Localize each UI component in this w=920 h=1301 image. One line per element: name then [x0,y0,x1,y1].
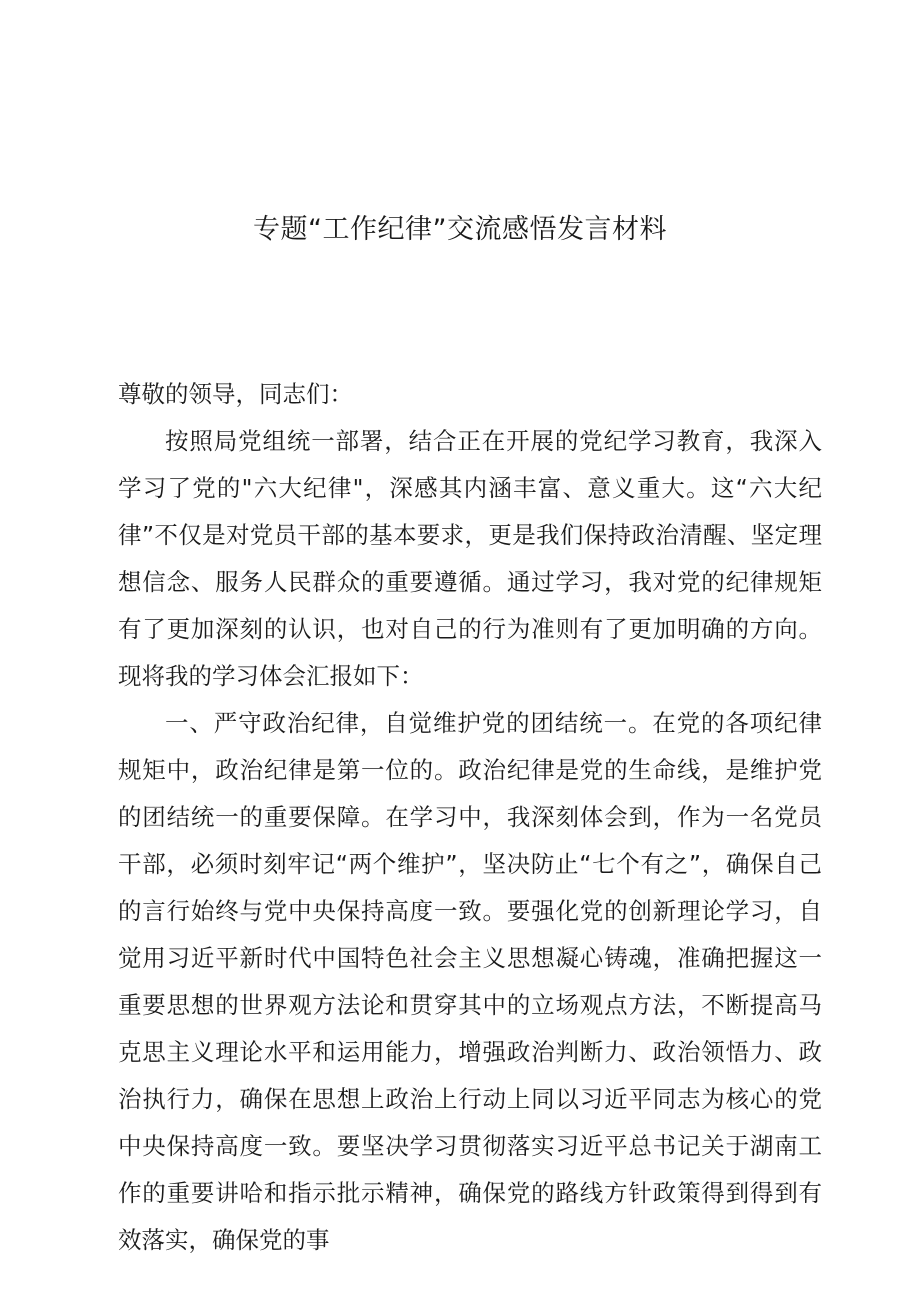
paragraph-intro: 按照局党组统一部署，结合正在开展的党纪学习教育，我深入学习了党的"六大纪律"，深感其内涵丰富、意义重大。这“六大纪律”不仅是对党员干部的基本要求，更是我们保持政治清醒、坚定理想信念、服务人民群众的重要遵循。通过学习，我对党的纪律规矩有了更加深刻的认识，也对自己的行为准则有了更加明确的方向。现将我的学习体会汇报如下： [118,427,822,690]
salutation: 尊敬的领导，同志们： [118,380,353,408]
paragraph-political-discipline: 一、严守政治纪律，自觉维护党的团结统一。在党的各项纪律规矩中，政治纪律是第一位的。政治纪律是党的生命线，是维护党的团结统一的重要保障。在学习中，我深刻体会到，作为一名党员干部，必须时刻牢记“两个维护”，坚决防止“七个有之”，确保自己的言行始终与党中央保持高度一致。要强化党的创新理论学习，自觉用习近平新时代中国特色社会主义思想凝心铸魂，准确把握这一重要思想的世界观方法论和贯穿其中的立场观点方法，不断提高马克思主义理论水平和运用能力，增强政治判断力、政治领悟力、政治执行力，确保在思想上政治上行动上同以习近平同志为核心的党中央保持高度一致。要坚决学习贯彻落实习近平总书记关于湖南工作的重要讲哈和指示批示精神，确保党的路线方针政策得到得到有效落实，确保党的事 [118,709,822,1254]
document-body [118,371,822,1264]
document-title: 专题“工作纪律”交流感悟发言材料 [253,214,667,245]
